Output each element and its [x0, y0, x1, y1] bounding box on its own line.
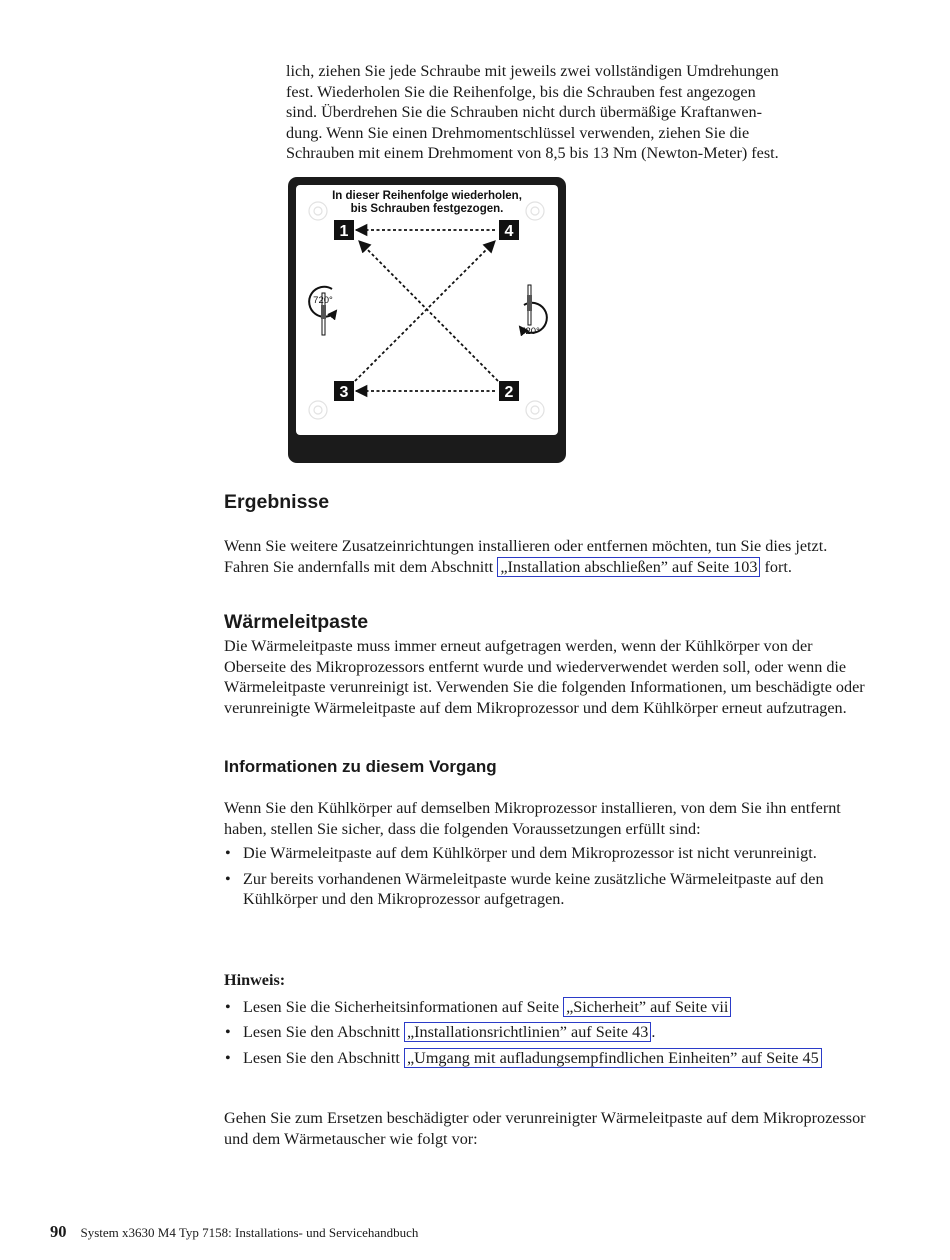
results-heading: Ergebnisse	[224, 491, 330, 513]
results-section	[224, 490, 869, 577]
intro-line: Schrauben mit einem Drehmoment von 8,5 bis 13 Nm (Newton-Meter) fest.	[286, 144, 779, 163]
screw-label-2	[499, 381, 519, 401]
intro-paragraph	[286, 61, 871, 164]
intro-line: fest. Wiederholen Sie die Reihenfolge, bis die Schrauben fest angezogen	[286, 82, 756, 101]
closing-paragraph: Gehen Sie zum Ersetzen beschädigter oder verunreinigter Wärmeleitpaste auf dem Mikroprozessor und dem Wärmetauscher wie folgt vor:	[224, 1109, 866, 1148]
screw-label-3	[334, 381, 354, 401]
note-label: Hinweis:	[224, 971, 286, 989]
list-item: • Zur bereits vorhandenen Wärmeleitpaste wurde keine zusätzliche Wärmeleitpaste auf den Kühlkörper und den Mikroprozessor aufgetragen.	[224, 869, 869, 910]
intro-line: dung. Wenn Sie einen Drehmomentschlüssel verwenden, ziehen Sie die	[286, 123, 750, 142]
info-heading: Informationen zu diesem Vorgang	[224, 757, 497, 776]
list-item: • Lesen Sie den Abschnitt „Umgang mit aufladungsempfindlichen Einheiten” auf Seite 45	[224, 1048, 869, 1069]
page-footer	[50, 1222, 418, 1242]
screw-label-4	[499, 220, 519, 240]
list-item: • Die Wärmeleitpaste auf dem Kühlkörper und dem Mikroprozessor ist nicht verunreinigt.	[224, 843, 869, 864]
list-item: • Lesen Sie den Abschnitt „Installationsrichtlinien” auf Seite 43 .	[224, 1022, 869, 1043]
figure-caption-line2: bis Schrauben festgezogen.	[350, 203, 504, 215]
screw-sequence-figure	[288, 177, 566, 463]
footer-title: System x3630 M4 Typ 7158: Installations- und Servicehandbuch	[80, 1225, 419, 1240]
note-list	[224, 997, 869, 1069]
svg-text:2: 2	[504, 384, 514, 401]
note-section	[224, 970, 869, 1068]
intro-line: lich, ziehen Sie jede Schraube mit jeweils zwei vollständigen Umdrehungen	[286, 62, 779, 80]
svg-text:3: 3	[339, 384, 349, 401]
svg-text:4: 4	[504, 223, 514, 240]
info-bullet-list	[224, 843, 869, 910]
info-paragraph: Wenn Sie den Kühlkörper auf demselben Mikroprozessor installieren, von dem Sie ihn entfernt haben, stellen Sie sicher, dass die folgenden Voraussetzungen erfüllt sind:	[224, 799, 841, 838]
screw-label-1	[334, 220, 354, 240]
results-paragraph: Wenn Sie weitere Zusatzeinrichtungen installieren oder entfernen möchten, tun Sie dies jetzt. Fahren Sie andernfalls mit dem Abschnitt „Installation abschließen” auf Seite 103 fort.	[224, 537, 828, 576]
link-umgang-aufladungsempfindlich[interactable]: „Umgang mit aufladungsempfindlichen Einheiten” auf Seite 45	[404, 1048, 822, 1068]
svg-text:720°: 720°	[520, 326, 540, 337]
link-sicherheit[interactable]: „Sicherheit” auf Seite vii	[563, 997, 731, 1017]
info-section	[224, 756, 869, 910]
link-installation-abschliessen[interactable]: „Installation abschließen” auf Seite 103	[497, 557, 760, 577]
figure-caption-line1: In dieser Reihenfolge wiederholen,	[332, 190, 522, 202]
link-installationsrichtlinien[interactable]: „Installationsrichtlinien” auf Seite 43	[404, 1022, 651, 1042]
svg-text:720°: 720°	[313, 295, 333, 306]
paste-section	[224, 610, 869, 718]
paste-paragraph: Die Wärmeleitpaste muss immer erneut aufgetragen werden, wenn der Kühlkörper von der Oberseite des Mikroprozessors entfernt wurde und wiederverwendet werden soll, oder wenn die Wärmeleitpaste verunreinigt ist. Verwenden Sie die folgenden Informationen, um beschädigte oder verunreinigte Wärmeleitpaste auf dem Mikroprozessor und dem Kühlkörper erneut aufzutragen.	[224, 637, 865, 717]
intro-line: sind. Überdrehen Sie die Schrauben nicht durch übermäßige Kraftanwen-	[286, 103, 763, 122]
list-item: • Lesen Sie die Sicherheitsinformationen auf Seite „Sicherheit” auf Seite vii	[224, 997, 869, 1018]
page-number: 90	[50, 1222, 67, 1241]
closing-section	[224, 1108, 869, 1149]
paste-heading: Wärmeleitpaste	[224, 611, 369, 633]
svg-text:1: 1	[339, 223, 349, 240]
